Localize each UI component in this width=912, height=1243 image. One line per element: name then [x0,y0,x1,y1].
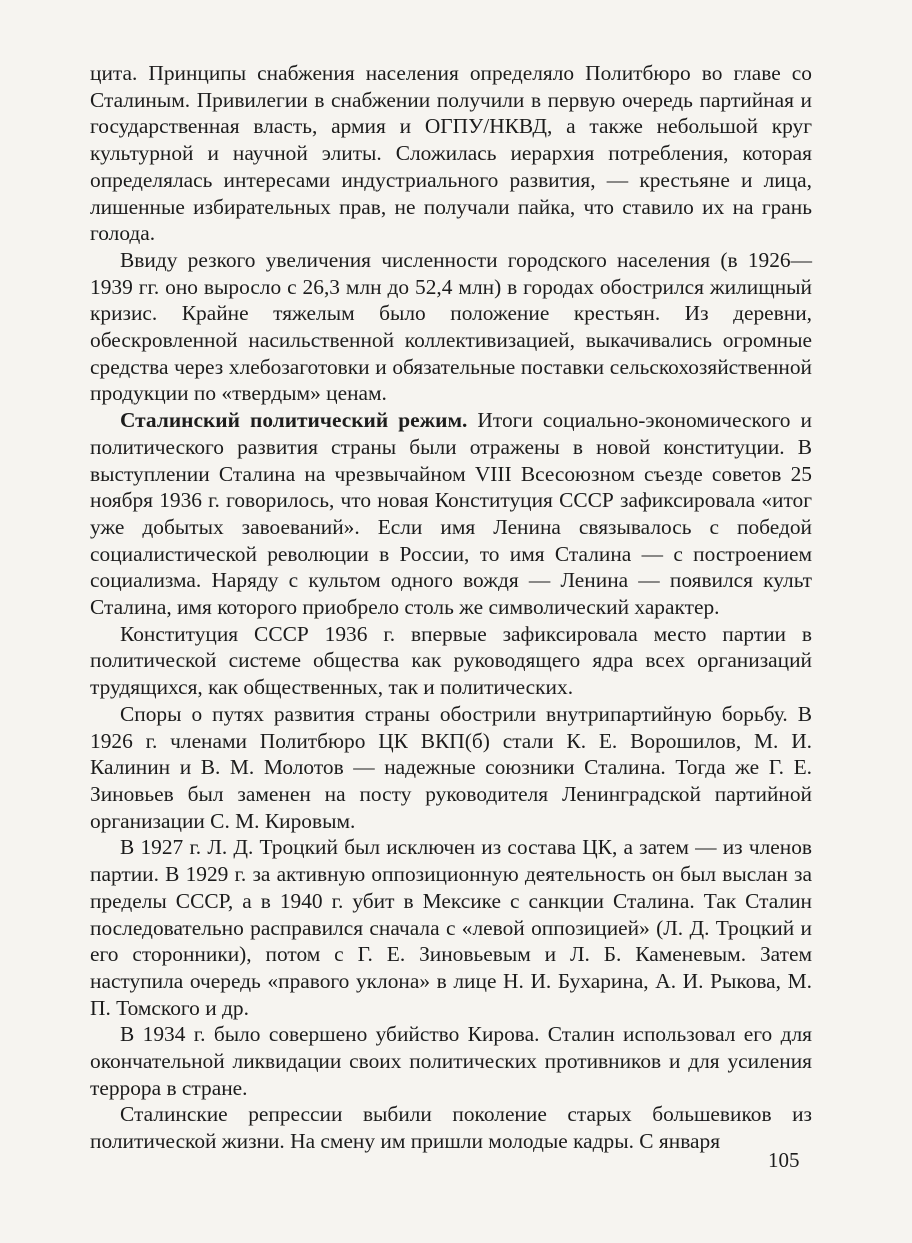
paragraph-5 [90,701,812,835]
paragraph-7 [90,1021,812,1101]
paragraph-2 [90,247,812,407]
paragraph-1-text: цита. Принципы снабжения населения определяло Политбюро во главе со Сталиным. Привилегии в снабжении получили в первую очередь партийная и государственная власть, армия и ОГПУ/НКВД, а также небольшой круг культурной и научной элиты. Сложилась иерархия потребления, которая определялась интересами индустриального развития, — крестьяне и лица, лишенные избирательных прав, не получали пайка, что ставило их на грань голода. [90,61,812,246]
paragraph-8 [90,1101,812,1154]
paragraph-4-text: Конституция СССР 1936 г. впервые зафиксировала место партии в политической системе общества как руководящего ядра всех организаций трудящихся, как общественных, так и политических. [90,621,812,700]
paragraph-3 [90,407,812,621]
paragraph-2-text: Ввиду резкого увеличения численности городского населения (в 1926—1939 гг. оно выросло с 26,3 млн до 52,4 млн) в городах обострился жилищный кризис. Крайне тяжелым было положение крестьян. Из деревни, обескровленной насильственной коллективизацией, выкачивались огромные средства через хлебозаготовки и обязательные поставки сельскохозяйственной продукции по «твердым» ценам. [90,247,812,406]
body-text [90,60,812,1155]
paragraph-6 [90,834,812,1021]
paragraph-5-text: Споры о путях развития страны обострили внутрипартийную борьбу. В 1926 г. членами Политбюро ЦК ВКП(б) стали К. Е. Ворошилов, М. И. Калинин и В. М. Молотов — надежные союзники Сталина. Тогда же Г. Е. Зиновьев был заменен на посту руководителя Ленинградской партийной организации С. М. Кировым. [90,701,812,833]
paragraph-6-text: В 1927 г. Л. Д. Троцкий был исключен из состава ЦК, а затем — из членов партии. В 1929 г. за активную оппозиционную деятельность он был выслан за пределы СССР, а в 1940 г. убит в Мексике с санкции Сталина. Так Сталин последовательно расправился сначала с «левой оппозицией» (Л. Д. Троцкий и его сторонники), потом с Г. Е. Зиновьевым и Л. Б. Каменевым. Затем наступила очередь «правого уклона» в лице Н. И. Бухарина, А. И. Рыкова, М. П. Томского и др. [90,835,812,1020]
paragraph-8-text: Сталинские репрессии выбили поколение старых большевиков из политической жизни. На смену им пришли молодые кадры. С января [90,1102,812,1154]
paragraph-7-text: В 1934 г. было совершено убийство Кирова. Сталин использовал его для окончательной ликвидации своих политических противников и для усиления террора в стране. [90,1022,812,1100]
section-heading: Сталинский политический режим. [120,408,468,433]
page-number: 105 [768,1148,800,1172]
paragraph-4 [90,621,812,701]
paragraph-3-text: Итоги социально-экономического и политического развития страны были отражены в новой конституции. В выступлении Сталина на чрезвычайном VIII Всесоюзном съезде советов 25 ноября 1936 г. говорилось, что новая Конституция СССР зафиксировала «итог уже добытых завоеваний». Если имя Ленина связывалось с победой социалистической революции в России, то имя Сталина — с построением социализма. Наряду с культом одного вождя — Ленина — появился культ Сталина, имя которого приобрело столь же символический характер. [90,408,812,620]
paragraph-1 [90,60,812,247]
